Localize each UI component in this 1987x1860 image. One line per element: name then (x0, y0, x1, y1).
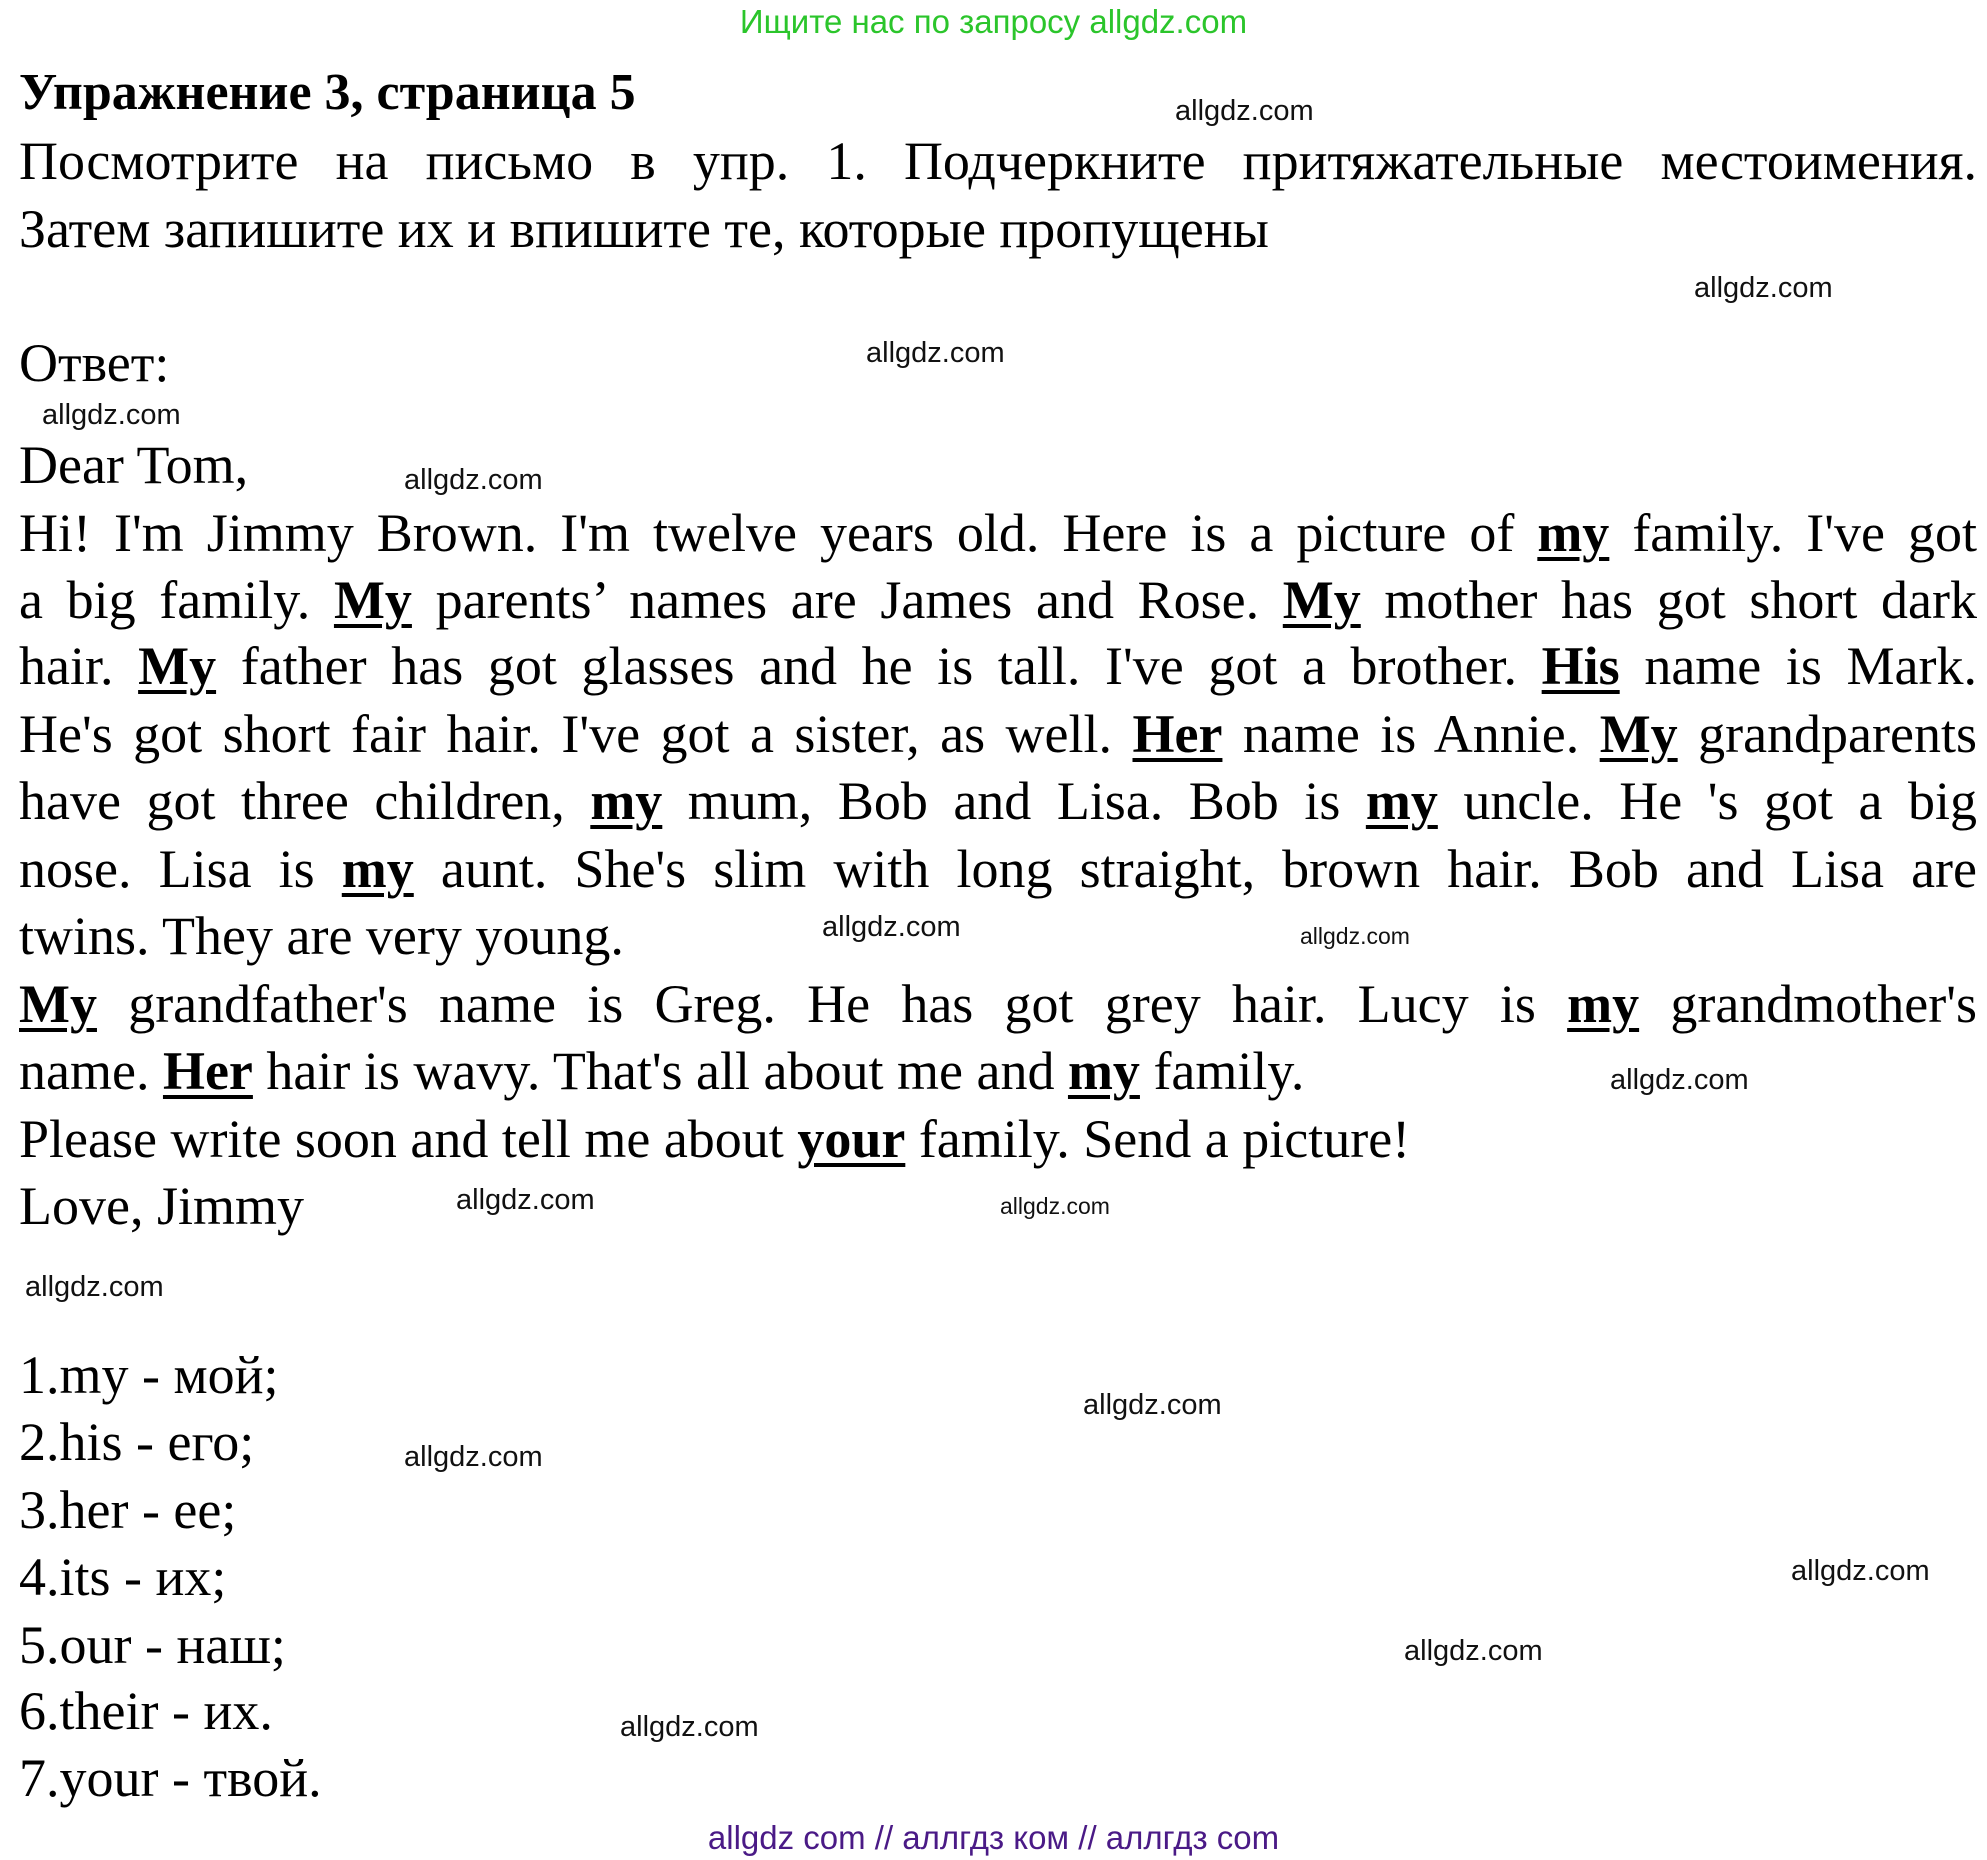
letter-text: family. (1139, 1041, 1305, 1101)
letter-text: grandparents (1677, 704, 1977, 764)
letter-text: aunt. She's slim with long straight, brown hair. Bob and Lisa are (413, 839, 1977, 899)
highlighted-pronoun: My (1599, 704, 1678, 764)
letter-text: name. (19, 1041, 163, 1101)
watermark: allgdz.com (42, 399, 181, 431)
letter-text: name is Mark. (1619, 636, 1977, 696)
letter-text: grandmother's (1639, 974, 1977, 1034)
letter-text: hair is wavy. That's all about me and (252, 1041, 1068, 1101)
footer-banner: allgdz com // аллгдз ком // аллгдз com (707, 1819, 1280, 1856)
watermark: allgdz.com (404, 464, 543, 496)
letter-text: mum, Bob and Lisa. Bob is (662, 771, 1366, 831)
letter-line (19, 1109, 1410, 1169)
answer-label: Ответ: (19, 333, 170, 393)
pronoun-list-item: 4.its - их; (19, 1547, 227, 1607)
watermark: allgdz.com (1175, 95, 1314, 127)
letter-text: mother has got short dark (1360, 570, 1977, 630)
highlighted-pronoun: My (1282, 570, 1361, 630)
letter-text: family. I've got (1609, 503, 1977, 563)
letter-text: He's got short fair hair. I've got a sister, as well. (19, 704, 1133, 764)
letter-text: a big family. (19, 570, 334, 630)
letter-text: parents’ names are James and Rose. (411, 570, 1283, 630)
watermark: allgdz.com (1610, 1064, 1749, 1096)
letter-line (19, 503, 1977, 563)
highlighted-pronoun: Her (1132, 704, 1223, 764)
watermark: allgdz.com (822, 911, 961, 943)
highlighted-pronoun: My (333, 570, 412, 630)
letter-line (19, 906, 624, 966)
pronoun-list-item: 5.our - наш; (19, 1615, 286, 1675)
highlighted-pronoun: my (1567, 974, 1640, 1034)
instruction-line: Затем запишите их и впишите те, которые пропущены (19, 199, 1269, 259)
watermark: allgdz.com (620, 1711, 759, 1743)
pronoun-list-item: 6.their - их. (19, 1681, 273, 1741)
watermark: allgdz.com (404, 1441, 543, 1473)
watermark: allgdz.com (1083, 1389, 1222, 1421)
pronoun-list-item: 1.my - мой; (19, 1345, 279, 1405)
watermark: allgdz.com (1404, 1635, 1543, 1667)
letter-text: hair. (19, 636, 139, 696)
letter-text: grandfather's name is Greg. He has got grey hair. Lucy is (96, 974, 1568, 1034)
letter-text: name is Annie. (1222, 704, 1600, 764)
letter-text: twins. They are very young. (19, 906, 624, 966)
highlighted-pronoun: my (1067, 1041, 1140, 1101)
letter-line (19, 1041, 1304, 1101)
letter-text: have got three children, (19, 771, 591, 831)
letter-text: Love, Jimmy (19, 1176, 304, 1236)
letter-line (19, 704, 1977, 764)
letter-line (19, 636, 1977, 696)
watermark: allgdz.com (1000, 1193, 1110, 1219)
header-banner: Ищите нас по запросу allgdz.com (739, 3, 1248, 40)
watermark: allgdz.com (1300, 923, 1410, 949)
highlighted-pronoun: your (797, 1109, 906, 1169)
page-title: Упражнение 3, страница 5 (19, 64, 636, 121)
letter-line (19, 570, 1977, 630)
highlighted-pronoun: My (19, 974, 97, 1034)
watermark: allgdz.com (866, 337, 1005, 369)
watermark: allgdz.com (456, 1184, 595, 1216)
letter-line (19, 974, 1977, 1034)
highlighted-pronoun: Her (162, 1041, 253, 1101)
watermark: allgdz.com (1791, 1555, 1930, 1587)
highlighted-pronoun: my (590, 771, 663, 831)
watermark: allgdz.com (1694, 272, 1833, 304)
highlighted-pronoun: My (138, 636, 217, 696)
letter-text: Hi! I'm Jimmy Brown. I'm twelve years old. Here is a picture of (19, 503, 1538, 563)
highlighted-pronoun: my (1365, 771, 1438, 831)
letter-greeting: Dear Tom, (19, 435, 249, 495)
letter-line (19, 839, 1977, 899)
pronoun-list-item: 2.his - его; (19, 1412, 255, 1472)
letter-text: family. Send a picture! (905, 1109, 1411, 1169)
letter-text: Please write soon and tell me about (19, 1109, 798, 1169)
letter-text: nose. Lisa is (19, 839, 342, 899)
pronoun-list-item: 3.her - ее; (19, 1480, 237, 1540)
letter-text: father has got glasses and he is tall. I've got a brother. (216, 636, 1542, 696)
highlighted-pronoun: His (1541, 636, 1620, 696)
highlighted-pronoun: my (1537, 503, 1610, 563)
watermark: allgdz.com (25, 1271, 164, 1303)
letter-text: uncle. He 's got a big (1437, 771, 1977, 831)
instruction-line: Посмотрите на письмо в упр. 1. Подчеркните притяжательные местоимения. (19, 131, 1977, 191)
letter-line (19, 1176, 304, 1236)
pronoun-list-item: 7.your - твой. (19, 1748, 322, 1808)
highlighted-pronoun: my (341, 839, 414, 899)
letter-line (19, 771, 1977, 831)
